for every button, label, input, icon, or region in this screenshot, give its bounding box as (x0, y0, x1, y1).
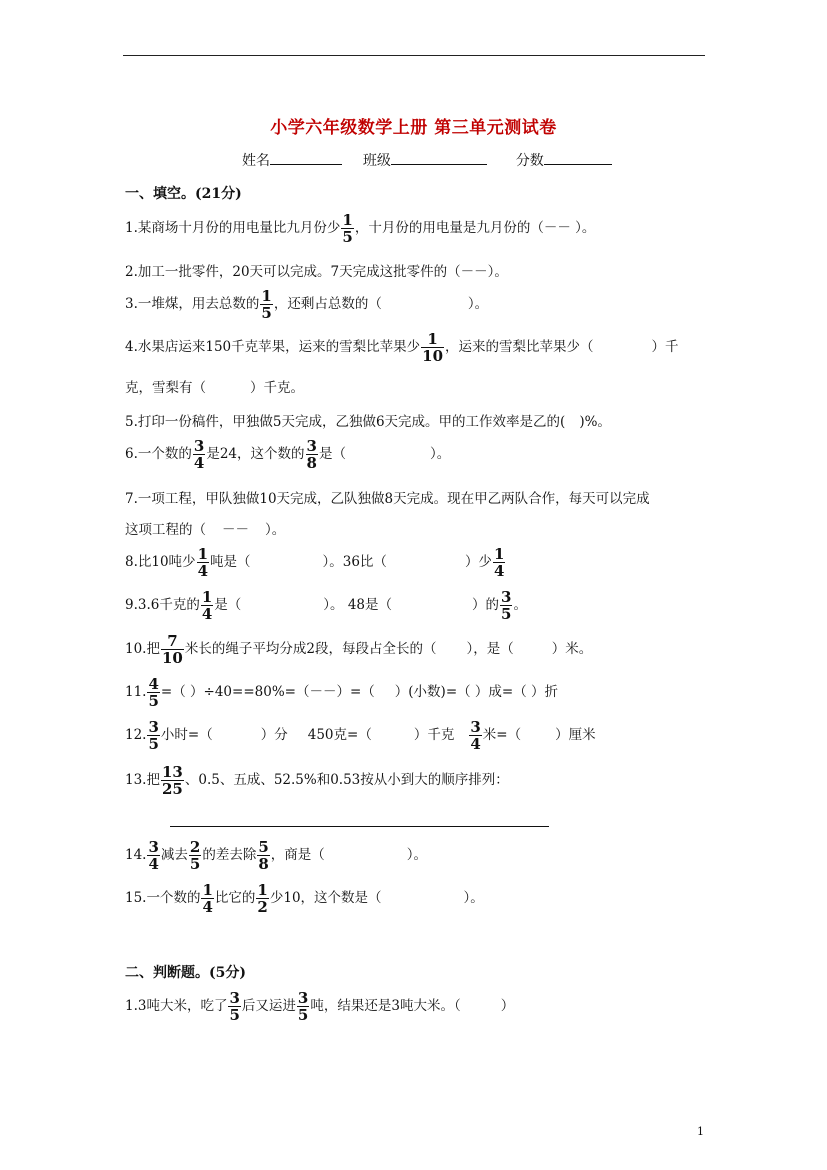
answer-line[interactable] (170, 826, 549, 827)
question-text: ）千克。 (250, 380, 304, 396)
question-text: ，还剩占总数的（ (273, 296, 382, 312)
question-text: 14. (125, 847, 147, 863)
name-blank[interactable] (270, 151, 342, 165)
question-text: 10.把 (125, 641, 160, 657)
fraction: $\frac{1}{4}$ (202, 881, 213, 916)
question-text: －－ (222, 522, 249, 538)
header-rule (123, 55, 705, 56)
question-text: 这项工程的（ (125, 522, 206, 538)
question-text: 1.某商场十月份的用电量比九月份少 (125, 220, 341, 236)
fraction: $\frac{1}{5}$ (261, 287, 272, 322)
question-text: ）。 (406, 847, 428, 863)
question-text: 是（ (214, 597, 242, 613)
question-7 (125, 487, 650, 507)
question-text: ）。 48是（ (323, 597, 393, 613)
question-text: 米=（ (482, 727, 522, 743)
fraction: $\frac{7}{10}$ (161, 632, 183, 667)
question-6 (125, 438, 450, 471)
question-8 (125, 546, 506, 579)
question-text: 少10，这个数是（ (269, 890, 382, 906)
question-text: 9.3.6千克的 (125, 597, 200, 613)
question-text: ）分 (260, 727, 288, 743)
class-label: 班级 (362, 153, 391, 169)
fraction: $\frac{3}{5}$ (501, 588, 512, 623)
question-text: 米长的绳子平均分成2段，每段占全长的（ (184, 641, 437, 657)
question-text: 13.把 (125, 772, 160, 788)
question-text: 2.加工一批零件，20天可以完成。7天完成这批零件的（－－）。 (125, 264, 508, 280)
question-text: ）。 (463, 890, 484, 906)
class-blank[interactable] (391, 151, 487, 165)
question-text: 15.一个数的 (125, 890, 201, 906)
fraction: $\frac{1}{2}$ (257, 881, 268, 916)
fraction: $\frac{3}{4}$ (470, 718, 481, 753)
fraction: $\frac{3}{5}$ (297, 989, 309, 1024)
question-text: ） (500, 998, 515, 1014)
question-10 (125, 633, 592, 666)
fraction: $\frac{3}{5}$ (148, 718, 159, 753)
question-text: ）。 (265, 522, 286, 538)
question-2 (125, 260, 508, 280)
question-15 (125, 882, 484, 915)
question-text: 、0.5、五成、52.5%和0.53按从小到大的顺序排列： (184, 772, 509, 788)
question-13 (125, 764, 509, 797)
fraction: $\frac{1}{4}$ (201, 588, 213, 623)
question-11 (125, 676, 558, 709)
question-text: ）米。 (551, 641, 593, 657)
section2-heading: 二、判断题。(5分) (125, 965, 246, 981)
name-label: 姓名 (242, 153, 270, 169)
question-text: 的差去除 (202, 847, 257, 863)
student-info-line (242, 150, 612, 170)
fraction: $\frac{2}{5}$ (189, 838, 201, 873)
question-text: 吨是（ (210, 554, 251, 570)
score-blank[interactable] (544, 151, 612, 165)
fraction: $\frac{3}{4}$ (193, 437, 205, 472)
question-text: 后又运进 (241, 998, 296, 1014)
fraction: $\frac{5}{8}$ (258, 838, 269, 873)
question-text: 是（ (318, 446, 346, 462)
fraction: $\frac{13}{25}$ (161, 763, 183, 798)
question-text: 克，雪梨有（ (125, 380, 206, 396)
question-text: 是24，这个数的 (206, 446, 305, 462)
question-3 (125, 288, 488, 321)
question-4-line2 (125, 376, 304, 396)
question-text: ）少 (464, 554, 492, 570)
question-14 (125, 839, 427, 872)
question-text: ）厘米 (555, 727, 596, 743)
question-12 (125, 719, 596, 752)
question-text: ，商是（ (270, 847, 325, 863)
question-text: =（ ）÷40==80%=（－－）=（ (160, 684, 375, 700)
question-text: ）。 (429, 446, 451, 462)
question-text: 450克=（ (307, 727, 372, 743)
question-text: ）千克 (413, 727, 455, 743)
question-text: 6.一个数的 (125, 446, 192, 462)
question-text: 3.一堆煤，用去总数的 (125, 296, 260, 312)
page-number: 1 (697, 1125, 704, 1138)
fraction: $\frac{3}{8}$ (306, 437, 317, 472)
question-text: 1.3吨大米，吃了 (125, 998, 228, 1014)
fraction: $\frac{1}{4}$ (493, 545, 505, 580)
question-text: 。 (513, 597, 527, 613)
question-text: 小时=（ (160, 727, 213, 743)
question-text: ）。36比（ (322, 554, 387, 570)
question-4 (125, 331, 679, 364)
question-text: 12. (125, 727, 147, 743)
score-label: 分数 (515, 153, 544, 169)
question-text: ）千 (651, 339, 679, 355)
fraction: $\frac{1}{5}$ (342, 211, 353, 246)
fraction: $\frac{1}{10}$ (422, 330, 444, 365)
question-text: )%。 (579, 414, 611, 430)
question-7-line2 (125, 518, 285, 538)
page-title: 小学六年级数学上册 第三单元测试卷 (270, 118, 557, 138)
question-text: 8.比10吨少 (125, 554, 196, 570)
fraction: $\frac{3}{4}$ (148, 838, 159, 873)
question-text: ，运来的雪梨比苹果少（ (445, 339, 594, 355)
question-text: ）的 (472, 597, 500, 613)
question-text: ），是（ (466, 641, 514, 657)
question-5 (125, 410, 611, 430)
question-1 (125, 212, 595, 245)
fraction: $\frac{1}{4}$ (197, 545, 208, 580)
question-text: 5.打印一份稿件，甲独做5天完成，乙独做6天完成。甲的工作效率是乙的( (125, 414, 566, 430)
question-text: 11. (125, 684, 147, 700)
fraction: $\frac{4}{5}$ (148, 675, 159, 710)
question-text: 4.水果店运来150千克苹果，运来的雪梨比苹果少 (125, 339, 421, 355)
question-text: 吨，结果还是3吨大米。（ (310, 998, 461, 1014)
question-text: ，十月份的用电量是九月份的（－－ ）。 (354, 220, 596, 236)
section1-heading: 一、填空。(21分) (125, 186, 242, 202)
question-text: ）。 (467, 296, 489, 312)
question-text: 减去 (160, 847, 188, 863)
fraction: $\frac{3}{5}$ (229, 989, 240, 1024)
question-text: ）(小数)=（ ）成=（ ）折 (394, 684, 559, 700)
question-text: 7.一项工程，甲队独做10天完成，乙队独做8天完成。现在甲乙两队合作，每天可以完成 (125, 491, 650, 507)
question-text: 比它的 (214, 890, 256, 906)
question-9 (125, 589, 527, 622)
judgment-question-1 (125, 990, 514, 1023)
